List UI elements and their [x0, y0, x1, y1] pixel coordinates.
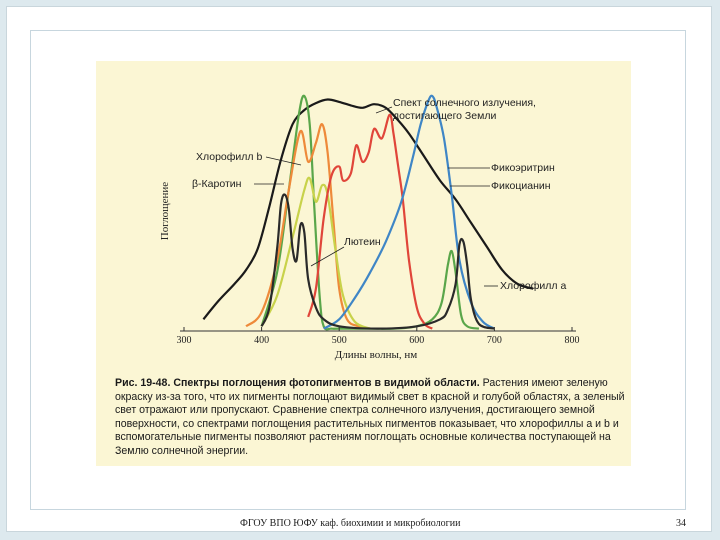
series-label-solar-spectrum-line1: Спект солнечного излучения, — [393, 97, 536, 109]
legend-label-layer — [192, 97, 566, 292]
x-tick-label-500: 500 — [331, 335, 347, 346]
x-tick-layer — [177, 327, 580, 346]
footer-text: ФГОУ ВПО ЮФУ каф. биохимии и микробиологии — [240, 518, 461, 529]
caption-lead: Рис. 19-48. Спектры поглощения фотопигментов в видимой области. — [115, 377, 480, 389]
x-tick-label-600: 600 — [409, 335, 425, 346]
figure-caption — [115, 377, 627, 459]
series-line-phycocyanin — [324, 96, 495, 329]
x-tick-label-700: 700 — [486, 335, 502, 346]
series-line-solar-spectrum — [203, 99, 533, 319]
series-label-chlorophyll-b: Хлорофилл b — [196, 151, 263, 163]
y-axis-label: Поглощение — [159, 181, 171, 241]
x-axis-label: Длины волны, нм — [334, 349, 418, 361]
series-line-chlorophyll-b — [262, 96, 479, 330]
x-tick-label-800: 800 — [564, 335, 580, 346]
series-label-solar-spectrum-line2: достигающего Земли — [393, 110, 497, 122]
series-layer — [203, 96, 533, 330]
absorption-spectra-chart — [96, 61, 631, 371]
series-label-lutein: Лютеин — [344, 236, 381, 248]
page-number: 34 — [676, 518, 686, 529]
caption-body: Растения имеют зеленую окраску из-за того, что их пигменты поглощают видимый свет в красной и голубой областях, а зеленый свет отражают или пропускают. Сравнение спектра солнечного излучения, достигающего земной поверхности, со спектрами поглощения растительных пигментов показывает, что хлорофиллы a и b и вспомогательные пигменты позволяют растениям поглощать основные количества поступающей на Землю солнечной энергии. — [115, 377, 625, 457]
series-label-chlorophyll-a: Хлорофилл a — [500, 280, 567, 292]
series-label-beta-carotene: β-Каротин — [192, 178, 242, 190]
x-tick-label-400: 400 — [254, 335, 270, 346]
label-leader-chlorophyll-b — [266, 157, 301, 165]
series-label-phycocyanin: Фикоцианин — [491, 180, 551, 192]
series-label-phycoerythrin: Фикоэритрин — [491, 162, 555, 174]
x-tick-label-300: 300 — [176, 335, 192, 346]
